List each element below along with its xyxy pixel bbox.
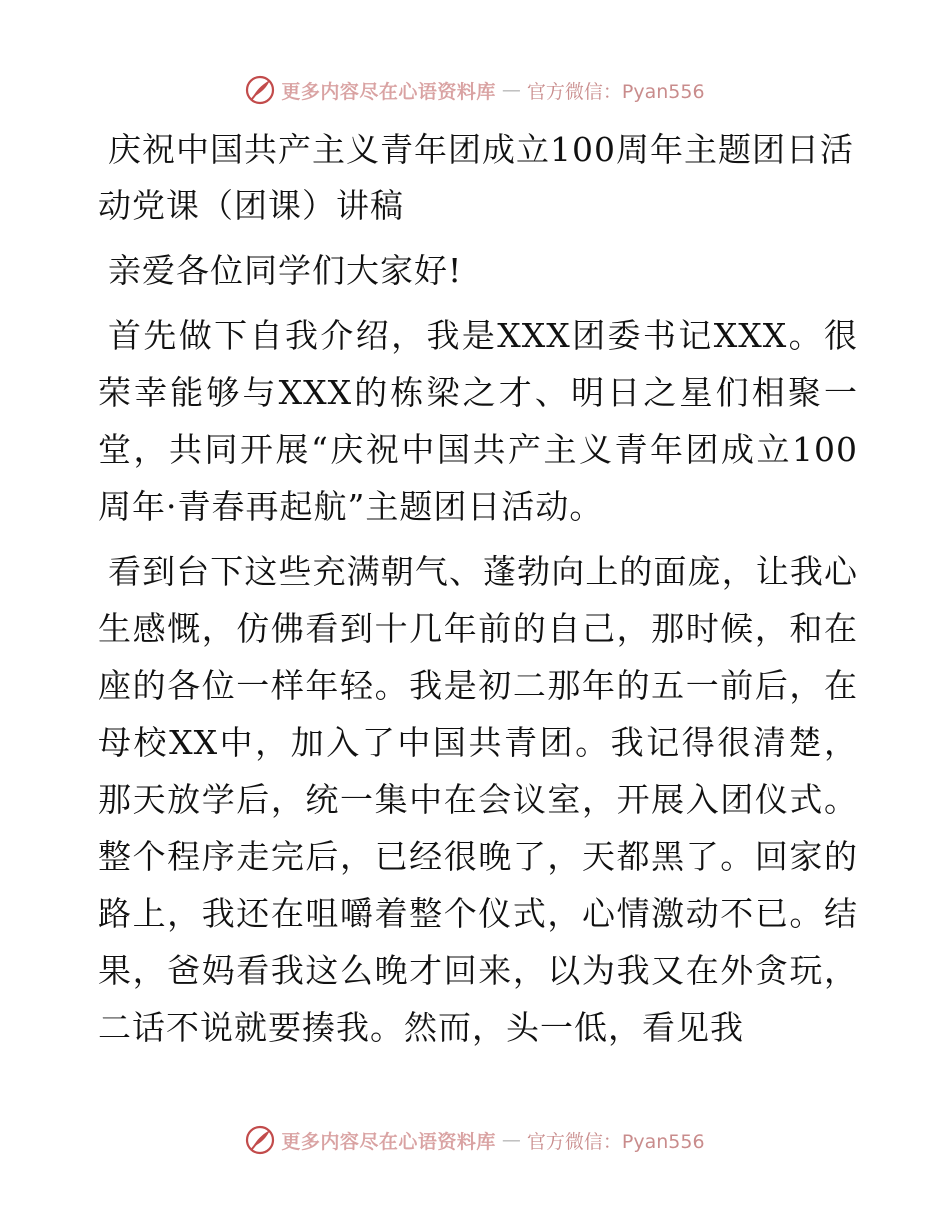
watermark xyxy=(245,75,704,105)
watermark-contact: 官方微信：Pyan556 xyxy=(526,1130,705,1153)
quill-logo-icon xyxy=(245,75,275,105)
document-title: 庆祝中国共产主义青年团成立100周年主题团日活动党课（团课）讲稿 xyxy=(98,130,854,225)
watermark-text: 更多内容尽在心语资料库 xyxy=(281,80,496,103)
document-body xyxy=(98,122,858,1064)
watermark-contact: 官方微信：Pyan556 xyxy=(526,80,705,103)
watermark-text: 更多内容尽在心语资料库 xyxy=(281,1130,496,1153)
quill-logo-icon xyxy=(245,1125,275,1155)
header-watermark xyxy=(0,70,950,110)
watermark-separator: — xyxy=(501,1129,521,1151)
footer-watermark xyxy=(0,1120,950,1160)
watermark xyxy=(245,1125,704,1155)
paragraph-memory: 看到台下这些充满朝气、蓬勃向上的面庞，让我心生感慨，仿佛看到十几年前的自己，那时候，和在座的各位一样年轻。我是初二那年的五一前后，在母校XX中，加入了中国共青团。我记得很清楚，那天放学后，统一集中在会议室，开展入团仪式。整个程序走完后，已经很晚了，天都黑了。回家的路上，我还在咀嚼着整个仪式，心情激动不已。结果，爸妈看我这么晚才回来，以为我又在外贪玩，二话不说就要揍我。然而，头一低，看见我 xyxy=(98,552,858,1047)
paragraph-introduction: 首先做下自我介绍，我是XXX团委书记XXX。很荣幸能够与XXX的栋梁之才、明日之星们相聚一堂，共同开展“庆祝中国共产主义青年团成立100周年·青春再起航”主题团日活动。 xyxy=(98,316,858,526)
watermark-separator: — xyxy=(501,79,521,101)
paragraph-greeting: 亲爱各位同学们大家好! xyxy=(108,251,463,290)
